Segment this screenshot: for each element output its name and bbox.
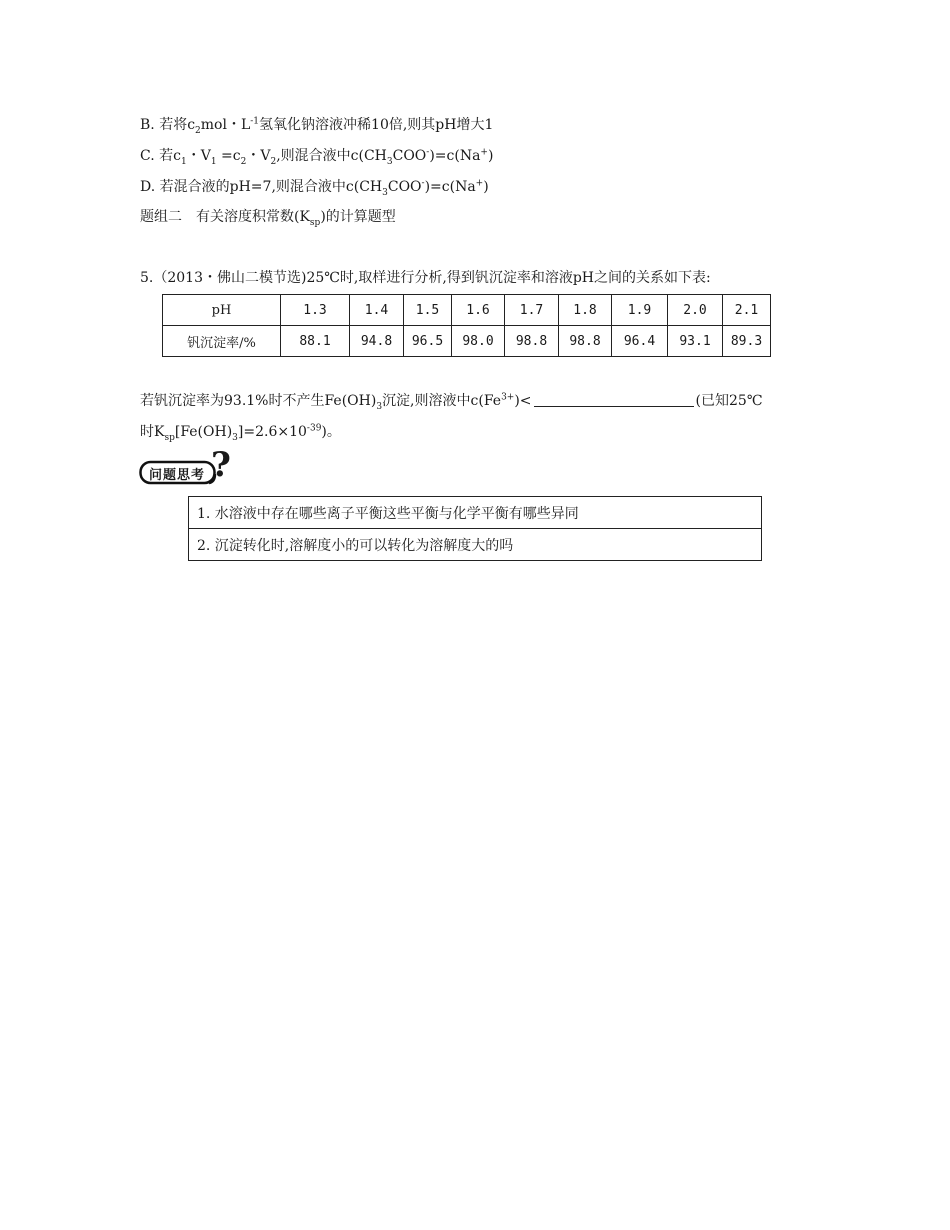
thinking-questions-table xyxy=(188,496,762,561)
table-cell: 1.7 xyxy=(505,295,559,326)
option-c: C. 若$c_1$・$V_1 =c_2$・$V_2$,则混合液中$c(CH_3COO^-)=c(Na^+)$ xyxy=(140,147,494,167)
table-cell: 94.8 xyxy=(350,326,404,357)
table-cell: 93.1 xyxy=(668,326,723,357)
thinking-badge xyxy=(139,445,235,485)
table-row xyxy=(189,529,762,561)
table-cell: 88.1 xyxy=(281,326,350,357)
option-d: D. 若混合液的pH=7,则混合液中$c(CH_3COO^-)=c(Na^+)$ xyxy=(140,178,489,198)
table-cell: 96.5 xyxy=(404,326,452,357)
table-cell: 1.9 xyxy=(612,295,668,326)
question-5: 5.（2013・佛山二模节选)25℃时,取样进行分析,得到钒沉淀率和溶液pH之间的关系如下表: xyxy=(140,270,711,286)
table-cell: 98.8 xyxy=(505,326,559,357)
table-row xyxy=(189,497,762,529)
question-1: 1. 水溶液中存在哪些离子平衡这些平衡与化学平衡有哪些异同 xyxy=(189,497,762,529)
table-cell: 1.8 xyxy=(559,295,612,326)
badge-text: 问题思考 xyxy=(149,468,206,483)
table-cell: 1.6 xyxy=(452,295,505,326)
question-mark-icon: ? xyxy=(211,445,231,485)
ksp-line: 时$K_{sp}[Fe(OH)_3]=2.6\times 10^{-39}$)。 xyxy=(140,423,341,443)
table-cell: 89.3 xyxy=(723,326,771,357)
table-cell: 98.8 xyxy=(559,326,612,357)
table-cell: 1.5 xyxy=(404,295,452,326)
table-row-rate xyxy=(163,326,771,357)
table-cell: 98.0 xyxy=(452,326,505,357)
group-title: 题组二 有关溶度积常数$(K_{sp})$的计算题型 xyxy=(140,209,396,228)
ph-rate-table xyxy=(162,294,771,357)
row-label-rate: 钒沉淀率/% xyxy=(163,326,281,357)
question-5-blank-line: 若钒沉淀率为93.1%时不产生$Fe(OH)_3$沉淀,则溶液中$c(Fe^{3+})<$ (已知25℃ xyxy=(140,392,763,412)
table-cell: 2.1 xyxy=(723,295,771,326)
table-row-ph xyxy=(163,295,771,326)
question-2: 2. 沉淀转化时,溶解度小的可以转化为溶解度大的吗 xyxy=(189,529,762,561)
table-cell: 2.0 xyxy=(668,295,723,326)
option-b: B. 若将$c_2mol$・$L^{-1}$氢氧化钠溶液冲稀10倍,则其pH增大1 xyxy=(140,116,494,136)
table-cell: 1.3 xyxy=(281,295,350,326)
table-cell: 96.4 xyxy=(612,326,668,357)
table-cell: 1.4 xyxy=(350,295,404,326)
row-label-ph: pH xyxy=(163,295,281,326)
answer-blank[interactable] xyxy=(534,392,694,407)
